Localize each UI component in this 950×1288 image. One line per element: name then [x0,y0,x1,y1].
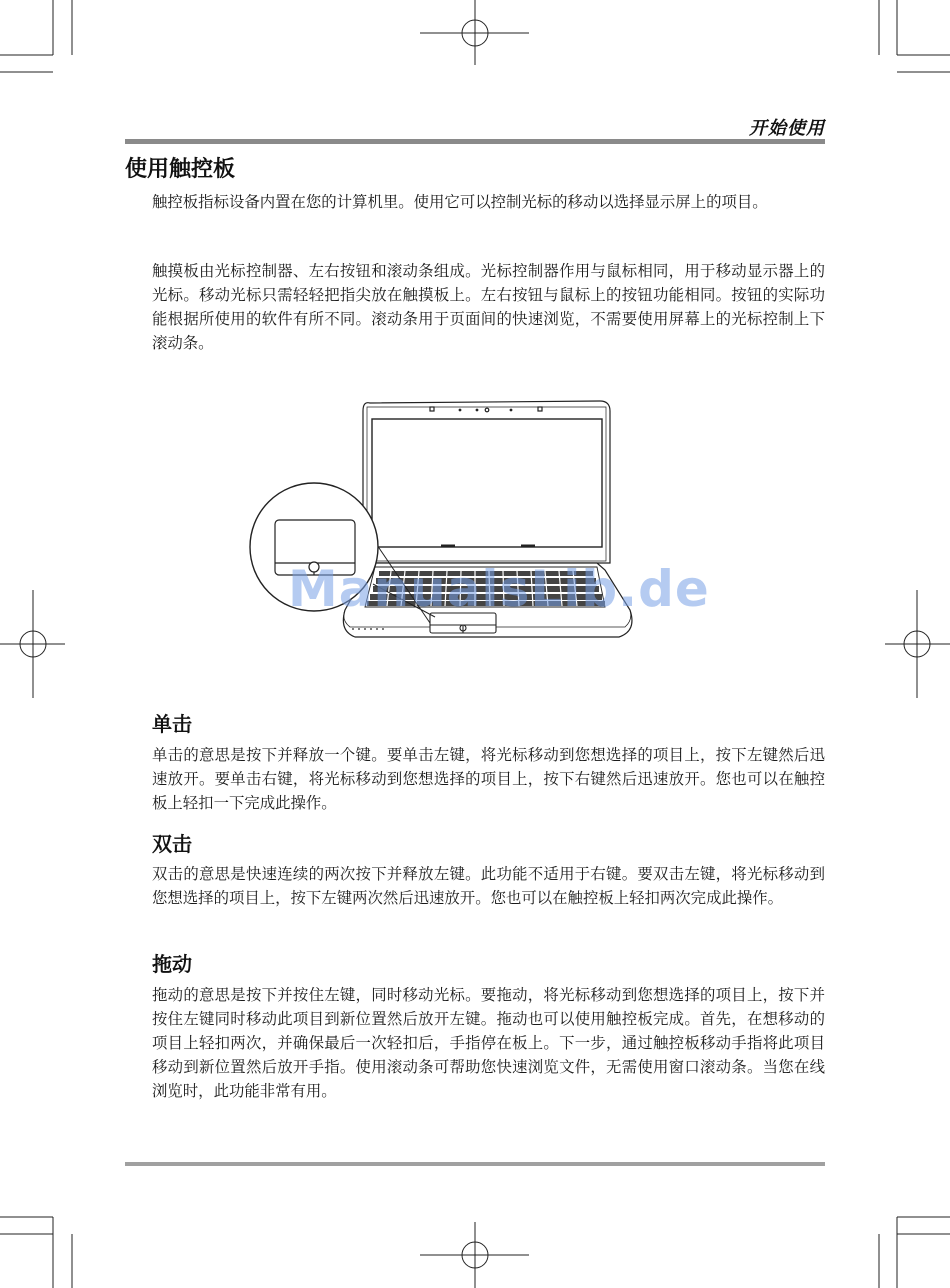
footer-rule [125,1162,825,1166]
intro-paragraph-2: 触摸板由光标控制器、左右按钮和滚动条组成。光标控制器作用与鼠标相同，用于移动显示器上的光标。移动光标只需轻轻把指尖放在触摸板上。左右按钮与鼠标上的按钮功能相同。按钮的实际功能根据所使用的软件有所不同。滚动条用于页面间的快速浏览，不需要使用屏幕上的光标控制上下滚动条。 [152,262,825,352]
section-title: 使用触控板 [125,157,236,182]
subsection-text-drag: 拖动的意思是按下并按住左键，同时移动光标。要拖动，将光标移动到您想选择的项目上，按下并按住左键同时移动此项目到新位置然后放开左键。拖动也可以使用触控板完成。首先，在想移动的项目上轻扣两次，并确保最后一次轻扣后，手指停在板上。下一步，通过触控板移动手指将此项目移动到新位置然后放开手指。使用滚动条可帮助您快速浏览文件，无需使用窗口滚动条。当您在线浏览时，此功能非常有用。 [152,986,825,1100]
chapter-header: 开始使用 [749,118,825,139]
subsection-text-double-click: 双击的意思是快速连续的两次按下并释放左键。此功能不适用于右键。要双击左键，将光标移动到您想选择的项目上，按下左键两次然后迅速放开。您也可以在触控板上轻扣两次完成此操作。 [152,865,825,907]
watermark: ManualsLib.de [288,560,710,618]
intro-paragraph-1: 触控板指标设备内置在您的计算机里。使用它可以控制光标的移动以选择显示屏上的项目。 [152,193,768,211]
subsection-title-click: 单击 [152,712,192,736]
subsection-title-drag: 拖动 [152,952,192,976]
subsection-text-click: 单击的意思是按下并释放一个键。要单击左键，将光标移动到您想选择的项目上，按下左键然后迅速放开。要单击右键，将光标移动到您想选择的项目上，按下右键然后迅速放开。您也可以在触控板上轻扣一下完成此操作。 [152,746,825,812]
subsection-title-double-click: 双击 [152,832,192,856]
header-rule [125,139,825,144]
